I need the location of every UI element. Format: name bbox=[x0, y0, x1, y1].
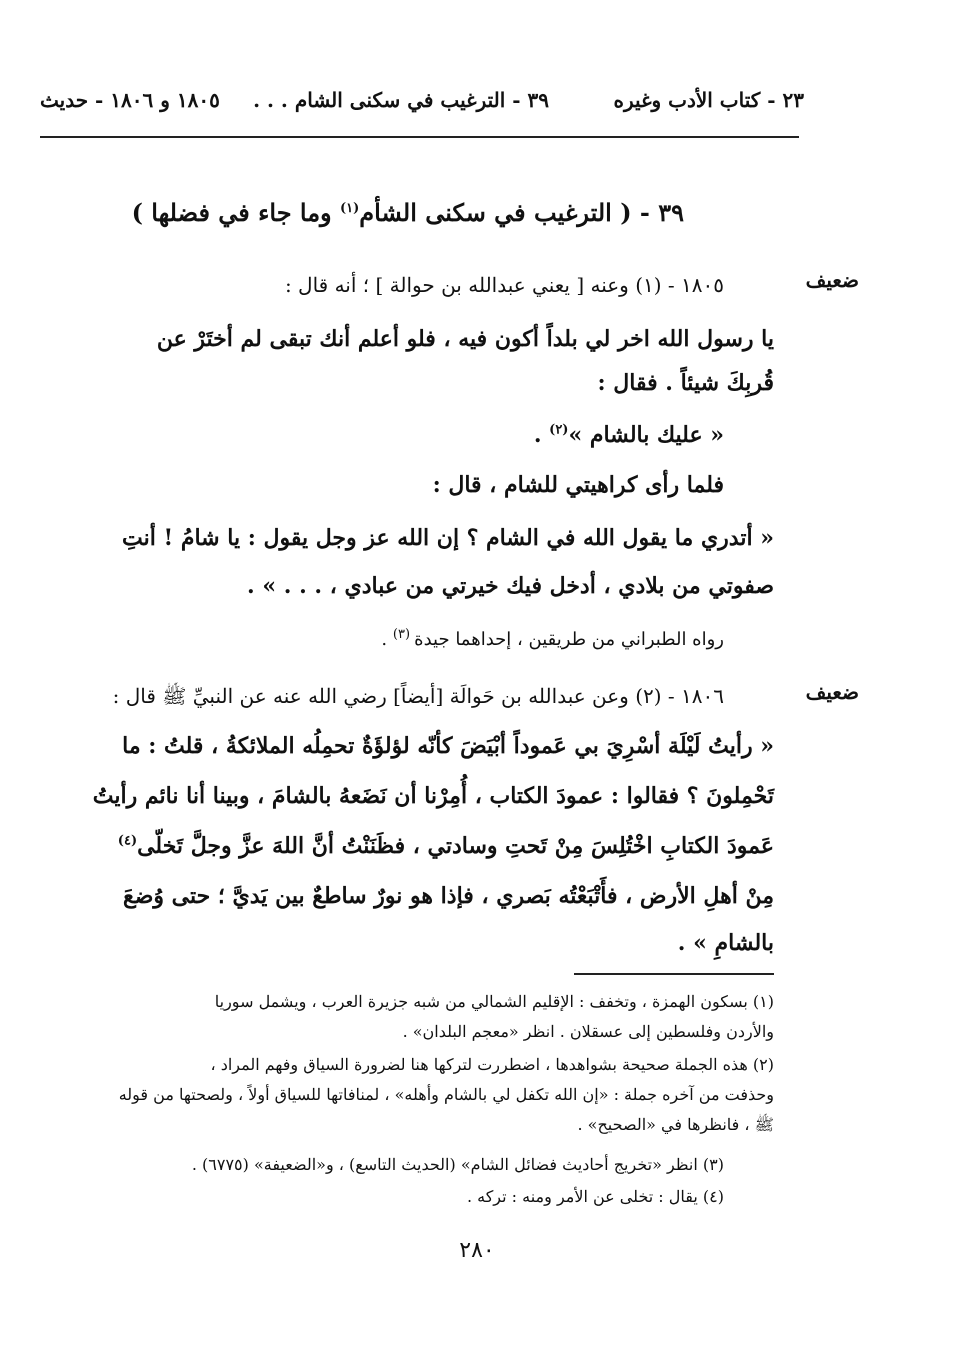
grade-label: ضعيف bbox=[805, 680, 859, 704]
footnote-3: (٣) انظر «تخريج أحاديث فضائل الشام» (الحديث التاسع) ، و«الضعيفة» (٦٧٧٥) . bbox=[191, 1155, 724, 1174]
running-header-book: ٢٣ - كتاب الأدب وغيره bbox=[613, 88, 804, 112]
hadith-1805-line bbox=[534, 422, 724, 448]
footnote-ref-3: (٣) bbox=[392, 627, 415, 642]
chapter-title bbox=[132, 198, 684, 227]
hadith-1805-source bbox=[381, 627, 724, 650]
hadith-1805-line: « أتدري ما يقول الله في الشام ؟ إن الله عز وجل يقول : يا شامُ ! أنتِ bbox=[122, 525, 774, 551]
hadith-1806-text: عَمودَ الكتابِ اخْتُلِسَ مِنْ تَحتِ وسادتي ، فظَنَنْتُ أنَّ اللهَ عزَّ وجلَّ تَخلّى bbox=[137, 833, 774, 859]
footnote-ref-4: (٤) bbox=[117, 833, 138, 849]
hadith-1806-line: « رأيتُ لَيْلَة أسْرِيَ بي عَموداً أبْيَضَ كأنّه لؤلؤَةٌ تحمِلُه الملائكةُ ، قلتُ : ما bbox=[122, 733, 774, 759]
hadith-1806-line: مِنْ أهلِ الأرض ، فأَتْبَعْتُه بَصري ، فإذا هو نورٌ ساطعٌ بين يَديَّ ؛ حتى وُضعَ bbox=[122, 883, 774, 909]
running-header-chapter: ٣٩ - الترغيب في سكنى الشام . . . bbox=[253, 88, 549, 112]
footnote-1: (١) بسكون الهمزة ، وتخفف : الإقليم الشمالي من شبه جزيرة العرب ، ويشمل سوريا bbox=[214, 992, 774, 1011]
grade-label: ضعيف bbox=[805, 268, 859, 292]
page-number: ٢٨٠ bbox=[459, 1238, 495, 1263]
footnote-2: (٢) هذه الجملة صحيحة بشواهدها ، اضطررت لتركها هنا لضرورة السياق وفهم المراد ، bbox=[210, 1055, 774, 1074]
source-end: . bbox=[381, 629, 393, 650]
hadith-1806-line bbox=[118, 833, 774, 859]
footnote-ref-1: (١) bbox=[340, 201, 360, 216]
hadith-1805-intro: ١٨٠٥ - (١) وعنه [ يعني عبدالله بن حوالة ] ؛ أنه قال : bbox=[284, 273, 724, 297]
footnote-divider bbox=[574, 973, 774, 975]
chapter-title-start: ٣٩ - ( الترغيب في سكنى الشأم bbox=[359, 198, 684, 227]
footnote-2-cont: وحذفت من آخره جملة : «إن الله تكفل لي بالشام وأهله» ، لمنافاتها للسياق أولاً ، ولصحتها من قوله bbox=[118, 1085, 774, 1104]
header-divider bbox=[40, 136, 799, 138]
hadith-1806-intro: ١٨٠٦ - (٢) وعن عبدالله بن حَوالَة [أيضاً] رضي الله عنه عن النبيِّ ﷺ قال : bbox=[112, 684, 724, 708]
hadith-1805-quote-end: . bbox=[533, 422, 550, 448]
hadith-1806-line: تَحْمِلونَ ؟ فقالوا : عمودَ الكتاب ، أُمِرْنا أن نَضَعهُ بالشامَ ، وبينا أنا نائم رأيتُ bbox=[92, 783, 774, 809]
footnote-4: (٤) يقال : تخلى عن الأمر ومنه : تركه . bbox=[466, 1187, 724, 1206]
footnote-2-cont: ﷺ ، فانظرها في «الصحيح» . bbox=[577, 1115, 774, 1134]
footnote-1-cont: والأردن وفلسطين إلى عسقلان . انظر «معجم البلدان» . bbox=[402, 1022, 774, 1041]
running-header-hadith-range: ١٨٠٥ و ١٨٠٦ - حديث bbox=[40, 88, 220, 112]
hadith-1806-line: بالشامِ » . bbox=[677, 930, 774, 956]
hadith-1805-line: فلما رأى كراهيتي للشام ، قال : bbox=[432, 472, 724, 498]
hadith-1805-line: يا رسول الله اخر لي بلداً أكون فيه ، فلو أعلم أنك تبقى لم أختَرْ عن bbox=[156, 326, 774, 352]
hadith-1805-line: صفوتي من بلادي ، أدخل فيك خيرتي من عبادي ، . . . » . bbox=[247, 573, 774, 599]
footnote-ref-2: (٢) bbox=[549, 422, 569, 438]
chapter-title-end: وما جاء في فضلها ) bbox=[131, 198, 340, 227]
hadith-1805-line: قُربِكَ شيئاً . فقال : bbox=[597, 370, 774, 396]
hadith-1805-quote: « عليك بالشام » bbox=[568, 422, 724, 448]
source-text: رواه الطبراني من طريقين ، إحداهما جيدة bbox=[414, 629, 724, 650]
